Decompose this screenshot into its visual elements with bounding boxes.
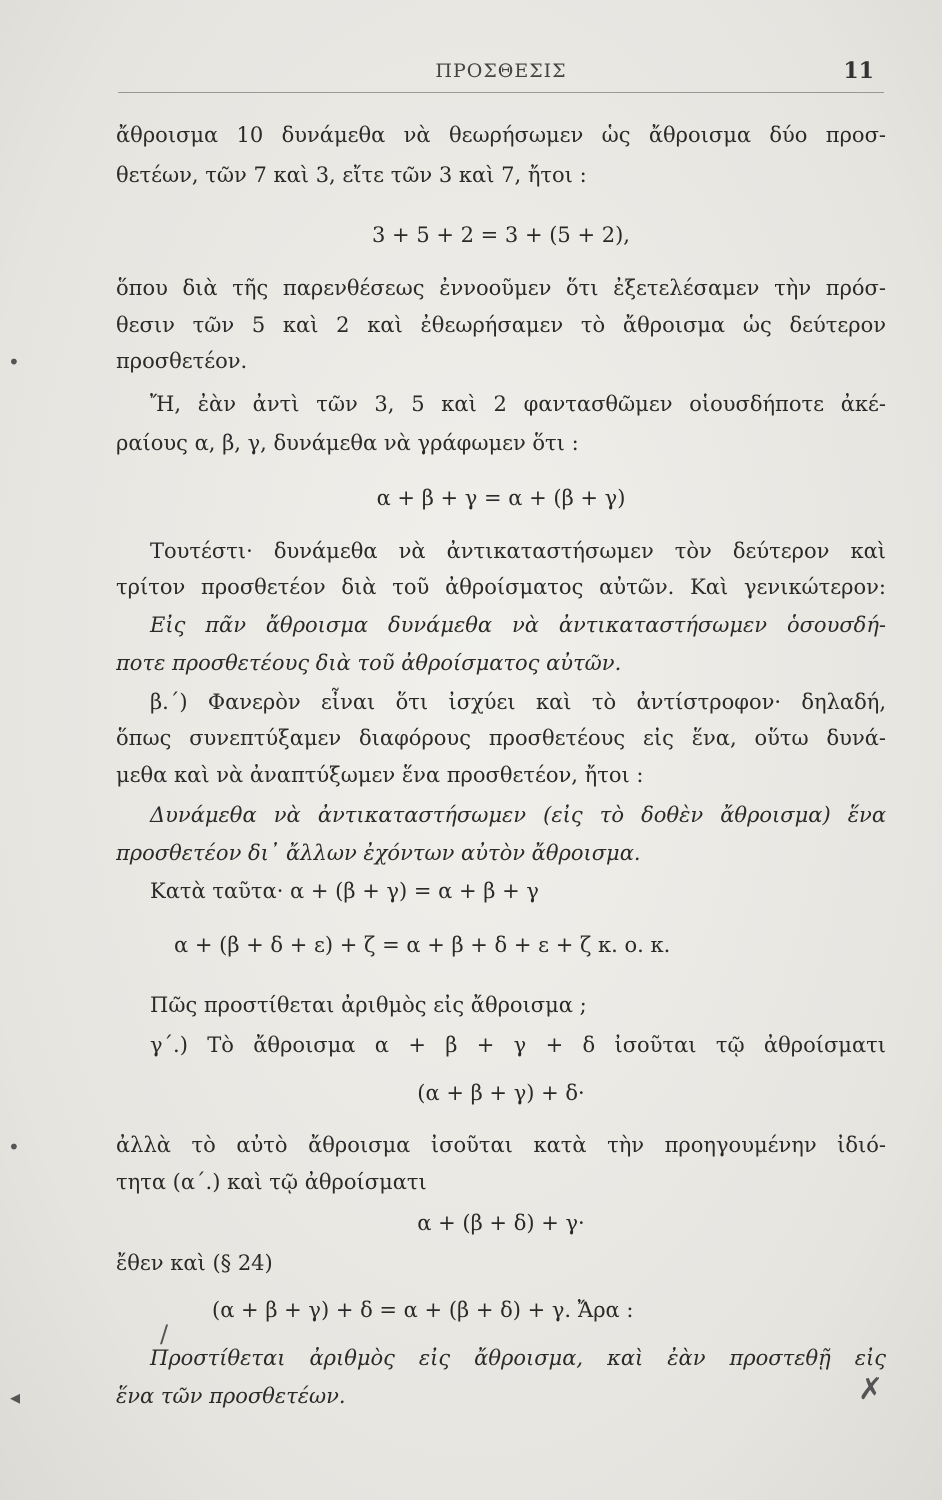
italic-text-line: Εἰς πᾶν ἄθροισμα δυνάμεθα νὰ ἀντικαταστήσωμεν ὁσουσδή-	[150, 613, 886, 637]
page-number: 11	[843, 58, 874, 84]
question-line: Πῶς προστίθεται ἀριθμὸς εἰς ἄθροισμα ;	[150, 993, 587, 1017]
text-line: τρίτον προσθετέον διὰ τοῦ ἀθροίσματος αὐτῶν. Καὶ γενικώτερον:	[116, 575, 886, 599]
equation: 3 + 5 + 2 = 3 + (5 + 2),	[372, 223, 630, 247]
text-line: θετέων, τῶν 7 καὶ 3, εἴτε τῶν 3 καὶ 7, ἤτοι :	[116, 163, 587, 187]
italic-text-line: ἕνα τῶν προσθετέων.	[116, 1384, 346, 1408]
equation: (α + β + γ) + δ·	[417, 1081, 585, 1105]
equation: α + (β + δ) + γ·	[417, 1211, 585, 1235]
text-line: ἄθροισμα 10 δυνάμεθα νὰ θεωρήσωμεν ὡς ἄθροισμα δύο προσ-	[116, 123, 886, 147]
text-line: προσθετέον.	[116, 349, 248, 373]
margin-dot-mark: •	[8, 1135, 20, 1159]
equation: α + (β + δ + ε) + ζ = α + β + δ + ε + ζ κ. ο. κ.	[174, 933, 671, 957]
italic-text-line: Δυνάμεθα νὰ ἀντικαταστήσωμεν (εἰς τὸ δοθὲν ἄθροισμα) ἕνα	[150, 803, 886, 827]
page-header	[118, 58, 884, 93]
text-line: ὅπου διὰ τῆς παρενθέσεως ἐννοοῦμεν ὅτι ἐξετελέσαμεν τὴν πρόσ-	[116, 276, 886, 300]
running-title: ΠΡΟΣΘΕΣΙΣ	[435, 60, 567, 82]
text-line: Ἤ, ἐὰν ἀντὶ τῶν 3, 5 καὶ 2 φαντασθῶμεν οἱουσδήποτε ἀκέ-	[150, 392, 886, 416]
italic-text-line: Προστίθεται ἀριθμὸς εἰς ἄθροισμα, καὶ ἐὰν προστεθῇ εἰς	[150, 1346, 886, 1370]
text-line: θεσιν τῶν 5 καὶ 2 καὶ ἐθεωρήσαμεν τὸ ἄθροισμα ὡς δεύτερον	[116, 313, 886, 337]
italic-text-line: προσθετέον δι᾿ ἄλλων ἐχόντων αὐτὸν ἄθροισμα.	[116, 841, 641, 865]
italic-text-line: ποτε προσθετέους διὰ τοῦ ἀθροίσματος αὐτῶν.	[116, 651, 622, 675]
text-line: μεθα καὶ νὰ ἀναπτύξωμεν ἕνα προσθετέον, ἤτοι :	[116, 763, 644, 787]
equation: (α + β + γ) + δ = α + (β + δ) + γ. Ἄρα :	[212, 1298, 634, 1322]
margin-dot-mark: •	[8, 350, 20, 374]
text-line: β.΄) Φανερὸν εἶναι ὅτι ἰσχύει καὶ τὸ ἀντίστροφον· δηλαδή,	[150, 690, 886, 714]
text-line: ἀλλὰ τὸ αὐτὸ ἄθροισμα ἰσοῦται κατὰ τὴν προηγουμένην ἰδιό-	[116, 1133, 886, 1157]
text-line: τητα (α΄.) καὶ τῷ ἀθροίσματι	[116, 1170, 427, 1194]
text-line: ραίους α, β, γ, δυνάμεθα νὰ γράφωμεν ὅτι :	[116, 431, 579, 455]
text-line: Τουτέστι· δυνάμεθα νὰ ἀντικαταστήσωμεν τὸν δεύτερον καὶ	[150, 539, 886, 563]
equation: Κατὰ ταῦτα· α + (β + γ) = α + β + γ	[150, 879, 539, 903]
text-line: ὅπως συνεπτύξαμεν διαφόρους προσθετέους εἰς ἕνα, οὕτω δυνά-	[116, 726, 886, 750]
text-line: ἔθεν καὶ (§ 24)	[116, 1251, 273, 1275]
pencil-slash-mark: /	[160, 1320, 169, 1348]
text-line: γ΄.) Τὸ ἄθροισμα α + β + γ + δ ἰσοῦται τῷ ἀθροίσματι	[150, 1033, 886, 1057]
pencil-x-mark: ✗	[858, 1372, 884, 1407]
equation: α + β + γ = α + (β + γ)	[376, 486, 626, 510]
margin-arrow-mark: ◂	[10, 1385, 21, 1409]
